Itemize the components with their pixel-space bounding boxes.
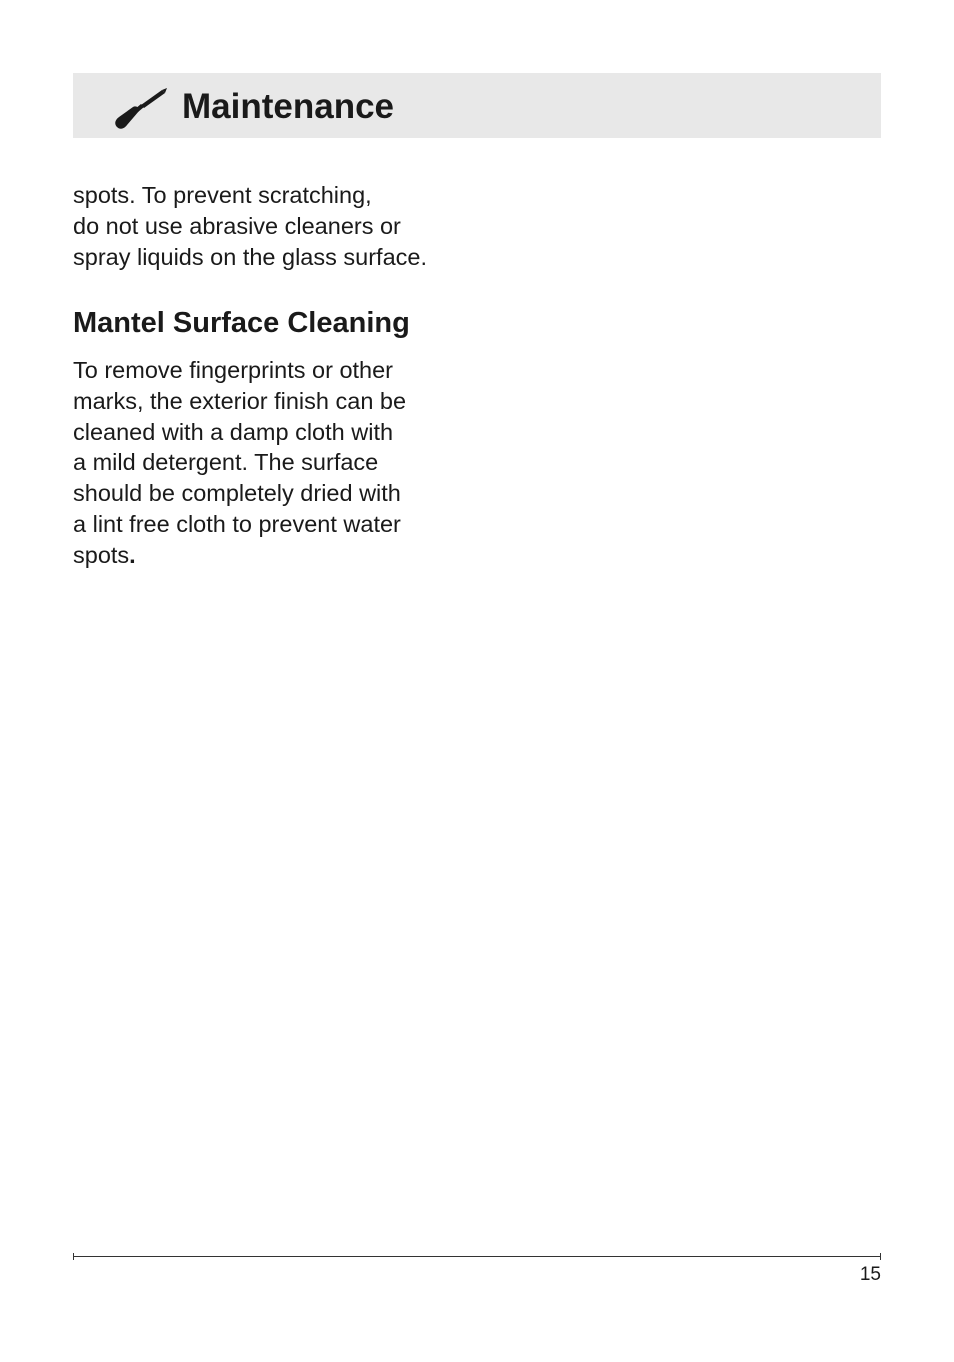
section-heading: Mantel Surface Cleaning	[73, 307, 410, 339]
screwdriver-icon	[113, 87, 169, 133]
paragraph-period: .	[129, 541, 136, 568]
page-number: 15	[859, 1264, 881, 1285]
intro-line: spots. To prevent scratching,	[73, 182, 372, 208]
paragraph-last-line	[73, 540, 493, 571]
paragraph-line: cleaned with a damp cloth with	[73, 418, 394, 445]
section-header-bar	[73, 73, 881, 138]
footer-rule-tick-right	[880, 1253, 881, 1260]
page-title: Maintenance	[182, 87, 394, 126]
paragraph-line: a lint free cloth to prevent water	[73, 510, 401, 537]
intro-line: spray liquids on the glass surface.	[73, 243, 427, 270]
intro-paragraph	[73, 180, 493, 272]
section-paragraph	[73, 355, 493, 571]
paragraph-last-word: spots	[73, 541, 130, 568]
intro-line: do not use abrasive cleaners or	[73, 212, 401, 239]
footer-rule-tick-left	[73, 1253, 74, 1260]
paragraph-line: marks, the exterior finish can be	[73, 387, 407, 414]
paragraph-line: To remove fingerprints or other	[73, 357, 394, 383]
paragraph-line: a mild detergent. The surface	[73, 449, 379, 476]
paragraph-line: should be completely dried with	[73, 480, 401, 507]
footer-rule	[73, 1256, 881, 1257]
